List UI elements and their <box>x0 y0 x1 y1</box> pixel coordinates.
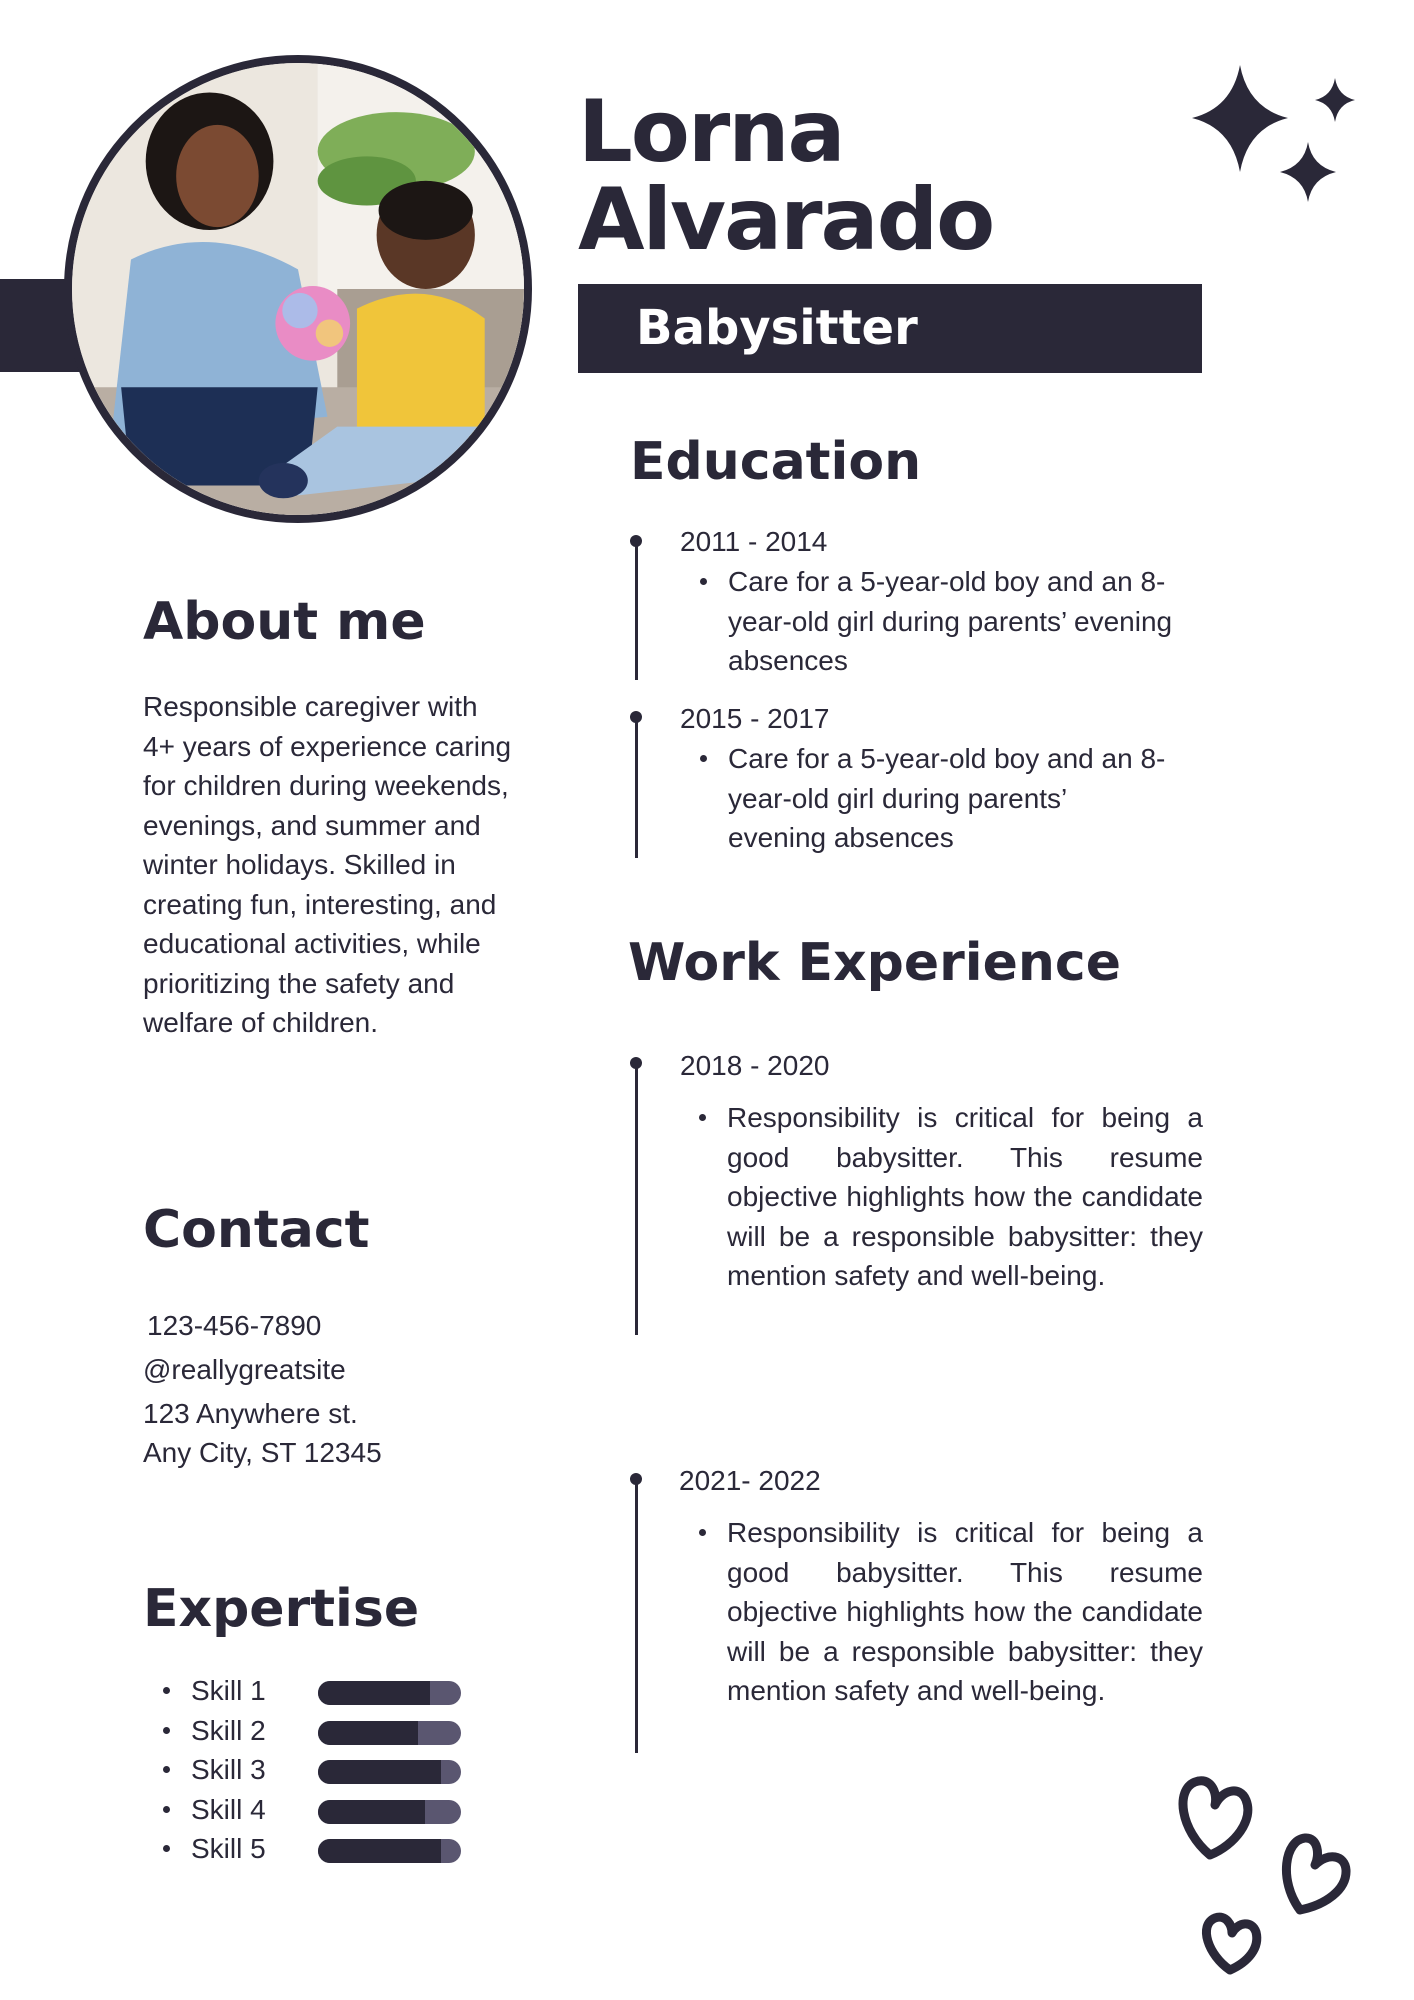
job-title-bar <box>578 284 1202 373</box>
education-description <box>728 739 1168 858</box>
sparkles-icon <box>1180 60 1370 220</box>
skill-bar-fill <box>318 1839 441 1863</box>
contact-heading: Contact <box>143 1200 370 1260</box>
work-timeline-1 <box>632 1057 640 1335</box>
skill-label: Skill 5 <box>191 1833 266 1864</box>
about-heading: About me <box>143 592 426 652</box>
work-period: 2018 - 2020 <box>680 1050 830 1081</box>
education-description-text: Care for a 5-year-old boy and an 8-year-old girl during parents’ evening absences <box>728 743 1166 853</box>
work-heading: Work Experience <box>628 933 1121 993</box>
skill-bar-fill <box>318 1760 441 1784</box>
contact-address-line2: Any City, ST 12345 <box>143 1437 382 1468</box>
skill-bar-fill <box>318 1721 418 1745</box>
skill-bar-fill <box>318 1681 430 1705</box>
hearts-icon <box>1160 1760 1370 1980</box>
skill-item <box>143 1671 483 1711</box>
timeline-line <box>635 1063 638 1335</box>
work-description <box>727 1513 1203 1711</box>
skill-label: Skill 3 <box>191 1754 266 1785</box>
education-timeline-2 <box>632 711 640 858</box>
bullet <box>163 1727 170 1734</box>
bullet <box>163 1687 170 1694</box>
education-period: 2015 - 2017 <box>680 703 830 734</box>
bullet <box>163 1766 170 1773</box>
skill-bar <box>318 1800 461 1824</box>
name-first: Lorna <box>578 82 844 182</box>
bullet <box>163 1806 170 1813</box>
bullet <box>163 1845 170 1852</box>
work-description <box>727 1098 1203 1296</box>
skill-bar <box>318 1839 461 1863</box>
skill-bar <box>318 1681 461 1705</box>
skill-item <box>143 1750 483 1790</box>
skill-bar <box>318 1721 461 1745</box>
skill-label: Skill 4 <box>191 1793 266 1825</box>
skill-item <box>143 1829 483 1869</box>
contact-phone: 123-456-7890 <box>147 1310 322 1341</box>
work-period: 2021- 2022 <box>679 1465 821 1496</box>
bullet <box>700 755 707 762</box>
contact-social: @reallygreatsite <box>143 1354 346 1385</box>
skills-list <box>143 1671 483 1869</box>
job-title: Babysitter <box>636 300 918 356</box>
bullet <box>700 578 707 585</box>
work-description-text: Responsibility is critical for being a good babysitter. This resume objective highlights how the candidate will be a responsible babysitter: they mention safety and well-being. <box>727 1102 1203 1291</box>
bullet <box>699 1529 706 1536</box>
candidate-name <box>578 82 1138 270</box>
about-text: Responsible caregiver with 4+ years of experience caring for children during weekends, evenings, and summer and winter holidays. Skilled in creating fun, interesting, and educational activities, while prioritizing the safety and welfare of children. <box>143 691 512 1038</box>
profile-photo <box>64 55 532 523</box>
timeline-line <box>635 541 638 680</box>
work-description-text: Responsibility is critical for being a good babysitter. This resume objective highlights how the candidate will be a responsible babysitter: they mention safety and well-being. <box>727 1517 1203 1706</box>
education-timeline-1 <box>632 535 640 680</box>
skill-item <box>143 1790 483 1830</box>
education-period: 2011 - 2014 <box>680 526 828 557</box>
skill-label: Skill 2 <box>191 1714 266 1746</box>
bullet <box>699 1114 706 1121</box>
contact-address-line1: 123 Anywhere st. <box>143 1398 358 1429</box>
education-description <box>728 562 1208 681</box>
photo-illustration <box>72 63 524 515</box>
name-last: Alvarado <box>578 170 994 270</box>
education-heading: Education <box>630 432 922 492</box>
skill-bar <box>318 1760 461 1784</box>
skill-item <box>143 1711 483 1751</box>
timeline-line <box>635 1479 638 1753</box>
education-description-text: Care for a 5-year-old boy and an 8-year-old girl during parents’ evening absences <box>728 566 1173 676</box>
skill-label: Skill 1 <box>191 1675 266 1706</box>
skill-bar-fill <box>318 1800 425 1824</box>
timeline-line <box>635 717 638 858</box>
expertise-heading: Expertise <box>143 1579 420 1639</box>
work-timeline-2 <box>632 1473 640 1753</box>
